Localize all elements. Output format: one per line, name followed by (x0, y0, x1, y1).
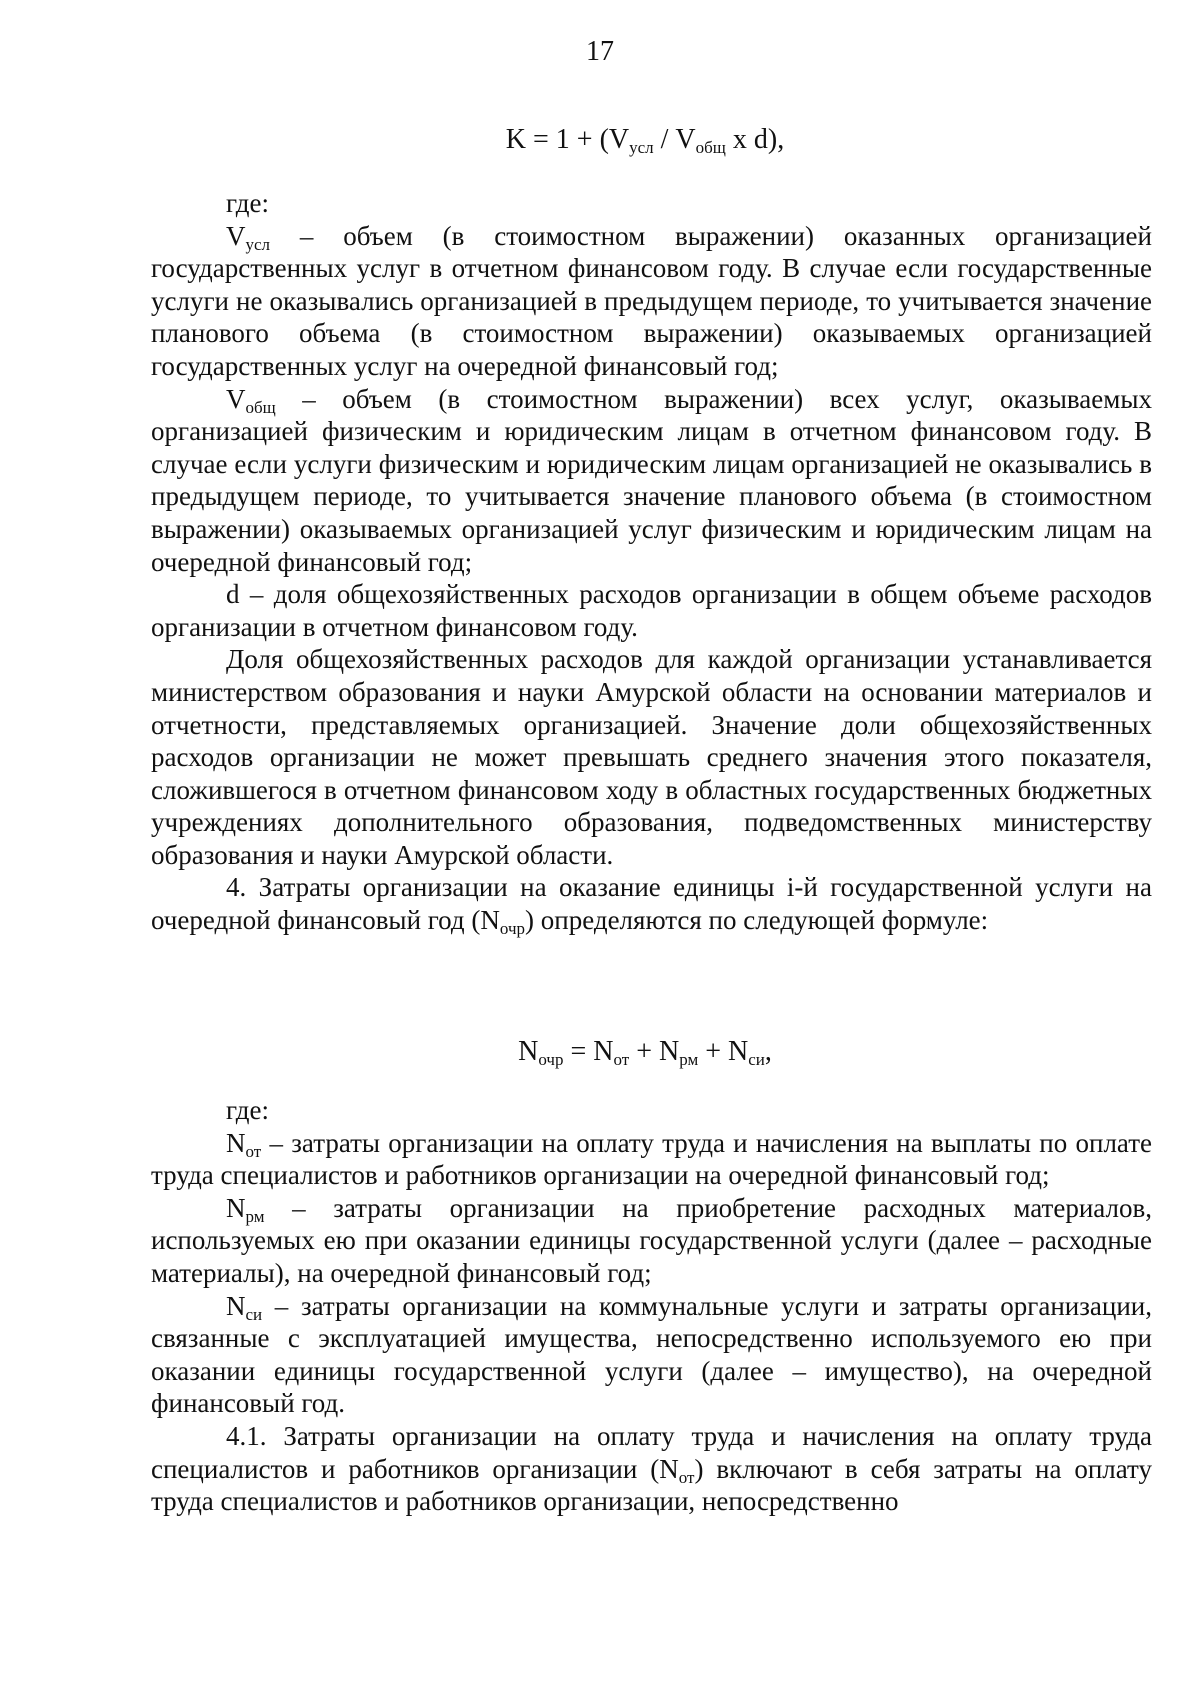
formula-n-subscript: от (613, 1050, 630, 1069)
definition-n-ot (151, 1127, 1152, 1192)
paragraph-overhead-share: Доля общехозяйственных расходов для каждой организации устанавливается министерством образования и науки Амурской области на основании материалов и отчетности, представляемых организацией. Значение доли общехозяйственных расходов организации не может превышать среднего значения этого показателя, сложившегося в отчетном финансовом ходу в областных государственных бюджетных учреждениях дополнительного образования, подведомственных министерству образования и науки Амурской области. (151, 644, 1152, 870)
symbol-subscript: очр (499, 919, 526, 939)
text-block-definitions-n (151, 1094, 1152, 1518)
paragraph-text: ) определяются по следующей формуле: (525, 905, 989, 936)
formula-n-part: + N (629, 1036, 680, 1067)
formula-n-part: N (518, 1036, 539, 1067)
formula-k-subscript: усл (629, 138, 654, 157)
symbol-subscript: усл (245, 234, 271, 254)
paragraph-text: ) включают в себя затраты на оплату труда специалистов и работников организации, непосредственно (151, 1453, 1152, 1517)
definition-text: – затраты организации на оплату труда и начисления на выплаты по оплате труда специалистов и работников организации на очередной финансовый год; (151, 1127, 1152, 1191)
definition-n-si (151, 1290, 1152, 1420)
formula-n (0, 1036, 1200, 1069)
symbol: V (226, 220, 246, 251)
symbol: N (226, 1192, 246, 1223)
where-label: где: (226, 188, 269, 218)
symbol: V (226, 383, 246, 414)
text-block-definitions-k (151, 187, 1152, 937)
symbol: N (226, 1290, 246, 1321)
formula-n-part: + N (698, 1036, 749, 1067)
page-number: 17 (586, 36, 614, 67)
definition-n-rm (151, 1192, 1152, 1290)
formula-k (0, 124, 1200, 157)
symbol-subscript: рм (245, 1206, 265, 1226)
paragraph-text: 4.1. Затраты организации на оплату труда и начисления на оплату труда специалистов и работников организации (N (151, 1420, 1152, 1484)
where-label: где: (226, 1095, 269, 1125)
formula-n-subscript: си (748, 1050, 765, 1069)
formula-k-subscript: общ (695, 138, 726, 157)
paragraph-4 (151, 871, 1152, 939)
formula-k-part: K = 1 + (V (505, 124, 630, 155)
definition-text: – затраты организации на коммунальные услуги и затраты организации, связанные с эксплуатацией имущества, непосредственно используемого ею при оказании единицы государственной услуги (далее – имущество), на очередной финансовый год. (151, 1290, 1152, 1419)
definition-text: – затраты организации на приобретение расходных материалов, используемых ею при оказании единицы государственной услуги (далее – расходные материалы), на очередной финансовый год; (151, 1192, 1152, 1288)
formula-k-part: x d), (725, 124, 785, 155)
formula-n-part: = N (563, 1036, 614, 1067)
symbol-subscript: от (678, 1467, 695, 1487)
paragraph-text: 4. Затраты организации на оказание единицы i-й государственной услуги на очередной финансовый год (N (151, 872, 1152, 936)
formula-n-part: , (764, 1036, 772, 1067)
definition-v-usl (151, 220, 1152, 383)
definition-v-obsch (151, 383, 1152, 579)
symbol-subscript: си (245, 1304, 263, 1324)
definition-d: d – доля общехозяйственных расходов организации в общем объеме расходов организации в отчетном финансовом году. (151, 579, 1152, 642)
symbol: N (226, 1127, 246, 1158)
definition-text: – объем (в стоимостном выражении) всех услуг, оказываемых организацией физическим и юридическим лицам в отчетном финансовом году. В случае если услуги физическим и юридическим лицам организацией не оказывались в предыдущем периоде, то учитывается значение планового объема (в стоимостном выражении) оказываемых организацией услуг физическим и юридическим лицам на очередной финансовый год; (151, 383, 1152, 577)
formula-n-subscript: рм (679, 1050, 699, 1069)
formula-n-subscript: очр (538, 1050, 564, 1069)
formula-k-part: / V (653, 124, 696, 155)
symbol-subscript: от (245, 1141, 262, 1161)
definition-text: – объем (в стоимостном выражении) оказанных организацией государственных услуг в отчетном финансовом году. В случае если государственные услуги не оказывались организацией в предыдущем периоде, то учитывается значение планового объема (в стоимостном выражении) оказываемых организацией государственных услуг на очередной финансовый год; (151, 220, 1152, 381)
symbol-subscript: общ (245, 397, 276, 417)
paragraph-4-1 (151, 1420, 1152, 1518)
